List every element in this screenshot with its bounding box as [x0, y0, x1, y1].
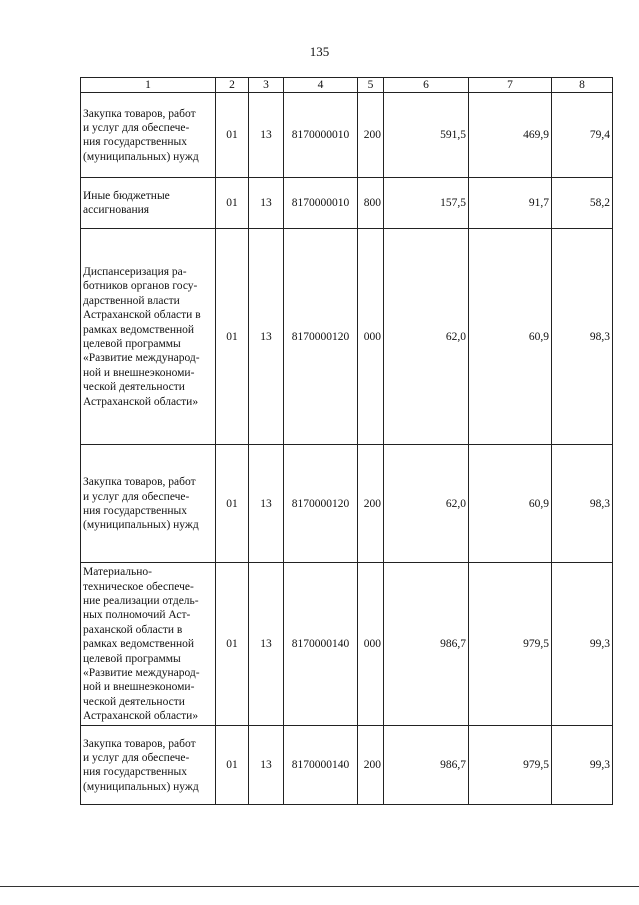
description-cell	[81, 93, 216, 178]
table-row	[81, 178, 613, 229]
page-number: 135	[309, 44, 330, 59]
description-cell	[81, 178, 216, 229]
subsection-cell: 13	[249, 93, 284, 178]
subsection-cell: 13	[249, 229, 284, 445]
expense-type-cell: 200	[358, 445, 384, 563]
percent-cell: 99,3	[552, 563, 613, 726]
target-code-cell: 8170000140	[284, 726, 358, 805]
description-line: Астраханской области»	[83, 395, 199, 408]
description-line: ной и внешнеэкономи-	[83, 681, 195, 694]
percent-cell: 98,3	[552, 229, 613, 445]
planned-amount-cell: 591,5	[384, 93, 469, 178]
description-line: Иные бюджетные	[83, 190, 170, 202]
description-line: ассигнования	[83, 204, 150, 217]
header-cell: 1	[81, 78, 216, 93]
description-line: рамках ведомственной	[83, 323, 195, 336]
description-line: техническое обеспече-	[83, 580, 194, 593]
target-code-cell: 8170000010	[284, 178, 358, 229]
section-cell: 01	[216, 445, 249, 563]
description-line: (муниципальных) нужд	[83, 150, 199, 163]
percent-cell: 58,2	[552, 178, 613, 229]
description-line: Диспансеризация ра-	[83, 265, 187, 278]
expense-type-cell: 200	[358, 93, 384, 178]
bottom-rule	[0, 886, 639, 887]
description-line: ния государственных	[83, 504, 188, 517]
description-line: (муниципальных) нужд	[83, 519, 199, 532]
description-line: ческой деятельности	[83, 381, 185, 394]
target-code-cell: 8170000010	[284, 93, 358, 178]
subsection-cell: 13	[249, 563, 284, 726]
table-row	[81, 229, 613, 445]
header-cell: 4	[284, 78, 358, 93]
section-cell: 01	[216, 726, 249, 805]
executed-amount-cell: 469,9	[469, 93, 552, 178]
planned-amount-cell: 986,7	[384, 726, 469, 805]
description-line: ние реализации отдель-	[83, 594, 199, 607]
executed-amount-cell: 60,9	[469, 445, 552, 563]
table-row	[81, 563, 613, 726]
subsection-cell: 13	[249, 445, 284, 563]
executed-amount-cell: 60,9	[469, 229, 552, 445]
description-line: целевой программы	[83, 337, 181, 350]
description-line: «Развитие международ-	[83, 352, 200, 365]
description-line: Астраханской области в	[83, 309, 201, 322]
header-cell: 3	[249, 78, 284, 93]
executed-amount-cell: 979,5	[469, 563, 552, 726]
description-line: дарственной власти	[83, 294, 180, 307]
description-line: Материально-	[83, 566, 152, 579]
description-line: Закупка товаров, работ	[83, 476, 196, 489]
header-cell: 8	[552, 78, 613, 93]
subsection-cell: 13	[249, 178, 284, 229]
description-cell	[81, 726, 216, 805]
description-line: «Развитие международ-	[83, 667, 200, 680]
description-line: ботников органов госу-	[83, 280, 198, 293]
target-code-cell: 8170000120	[284, 445, 358, 563]
section-cell: 01	[216, 563, 249, 726]
expense-type-cell: 800	[358, 178, 384, 229]
percent-cell: 99,3	[552, 726, 613, 805]
target-code-cell: 8170000140	[284, 563, 358, 726]
executed-amount-cell: 979,5	[469, 726, 552, 805]
description-line: ния государственных	[83, 136, 188, 149]
planned-amount-cell: 62,0	[384, 229, 469, 445]
description-cell	[81, 229, 216, 445]
description-line: целевой программы	[83, 652, 181, 665]
section-cell: 01	[216, 178, 249, 229]
subsection-cell: 13	[249, 726, 284, 805]
description-line: Закупка товаров, работ	[83, 737, 196, 750]
description-line: и услуг для обеспече-	[83, 752, 190, 764]
percent-cell: 98,3	[552, 445, 613, 563]
description-line: ной и внешнеэкономи-	[83, 366, 195, 379]
header-cell: 6	[384, 78, 469, 93]
description-line: (муниципальных) нужд	[83, 780, 199, 793]
planned-amount-cell: 157,5	[384, 178, 469, 229]
description-cell	[81, 563, 216, 726]
section-cell: 01	[216, 93, 249, 178]
description-line: и услуг для обеспече-	[83, 122, 190, 134]
section-cell: 01	[216, 229, 249, 445]
expense-type-cell: 200	[358, 726, 384, 805]
table-row	[81, 93, 613, 178]
expense-type-cell: 000	[358, 229, 384, 445]
description-cell	[81, 445, 216, 563]
target-code-cell: 8170000120	[284, 229, 358, 445]
header-cell: 7	[469, 78, 552, 93]
description-line: Закупка товаров, работ	[83, 107, 196, 120]
description-line: рамках ведомственной	[83, 638, 195, 651]
description-line: раханской области в	[83, 623, 183, 636]
planned-amount-cell: 986,7	[384, 563, 469, 726]
header-cell: 5	[358, 78, 384, 93]
expense-type-cell: 000	[358, 563, 384, 726]
percent-cell: 79,4	[552, 93, 613, 178]
header-cell: 2	[216, 78, 249, 93]
description-line: ческой деятельности	[83, 695, 185, 708]
header-row	[81, 78, 613, 93]
description-line: Астраханской области»	[83, 710, 199, 723]
table-row	[81, 445, 613, 563]
description-line: и услуг для обеспече-	[83, 490, 190, 503]
planned-amount-cell: 62,0	[384, 445, 469, 563]
description-line: ния государственных	[83, 766, 188, 779]
table-row	[81, 726, 613, 805]
description-line: ных полномочий Аст-	[83, 609, 191, 622]
budget-table	[80, 77, 613, 805]
executed-amount-cell: 91,7	[469, 178, 552, 229]
